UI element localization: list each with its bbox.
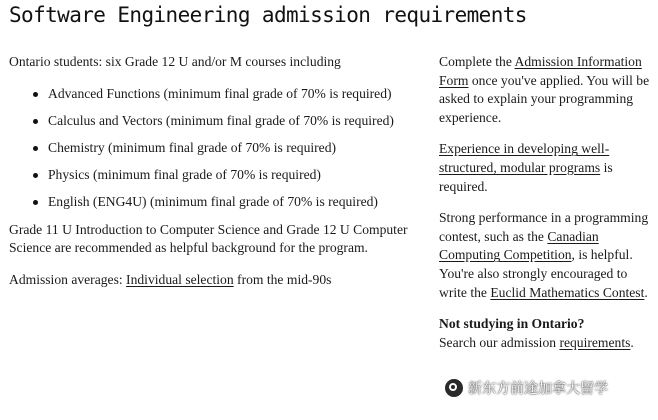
watermark-text: 新东方前途加拿大留学: [468, 381, 608, 397]
recommended-background: Grade 11 U Introduction to Computer Science and Grade 12 U Computer Science are recommended as helpful background for the program.: [9, 222, 408, 255]
contest-middle: , is helpful. You're also strongly encouraged to write the: [439, 247, 633, 300]
list-item: Calculus and Vectors (minimum final grade of 70% is required): [9, 112, 409, 130]
aif-prefix: Complete the: [439, 54, 515, 69]
admission-information-form-link[interactable]: Admission Information Form: [439, 54, 642, 88]
contest-prefix: Strong performance in a programming contest, such as the: [439, 210, 649, 244]
canadian-computing-competition-link[interactable]: Canadian Computing Competition: [439, 228, 599, 263]
experience-suffix: is required.: [439, 159, 613, 194]
page-title: Software Engineering admission requirements: [9, 3, 527, 27]
contest-paragraph: [439, 209, 651, 302]
contest-suffix: .: [644, 284, 648, 300]
requirements-link[interactable]: requirements: [559, 334, 631, 350]
course-list: [9, 85, 409, 211]
watermark: [444, 378, 608, 398]
search-paragraph: [439, 334, 651, 353]
experience-paragraph: [439, 140, 651, 196]
list-item: Advanced Functions (minimum final grade of 70% is required): [9, 85, 409, 103]
averages-suffix: from the mid-90s: [233, 272, 332, 287]
left-column: [9, 53, 409, 289]
experience-link[interactable]: Experience in developing well-structured, modular programs: [439, 141, 610, 175]
list-item: English (ENG4U) (minimum final grade of 70% is required): [9, 193, 409, 211]
aif-paragraph: [439, 53, 651, 127]
averages-prefix: Admission averages:: [9, 272, 127, 287]
list-item: Physics (minimum final grade of 70% is required): [9, 166, 409, 184]
search-suffix: .: [630, 334, 634, 350]
list-item: Chemistry (minimum final grade of 70% is required): [9, 139, 409, 157]
individual-selection-link[interactable]: Individual selection: [126, 272, 234, 287]
aif-suffix: once you've applied. You will be asked to explain your programming experience.: [439, 72, 650, 125]
euclid-contest-link[interactable]: Euclid Mathematics Contest: [490, 284, 645, 300]
admission-averages: [9, 271, 409, 289]
right-column: [439, 53, 651, 352]
wechat-logo-icon: [444, 378, 464, 398]
search-prefix: Search our admission: [439, 334, 560, 350]
not-ontario-heading: Not studying in Ontario?: [439, 316, 585, 332]
ontario-intro: Ontario students: six Grade 12 U and/or M courses including: [9, 54, 341, 69]
